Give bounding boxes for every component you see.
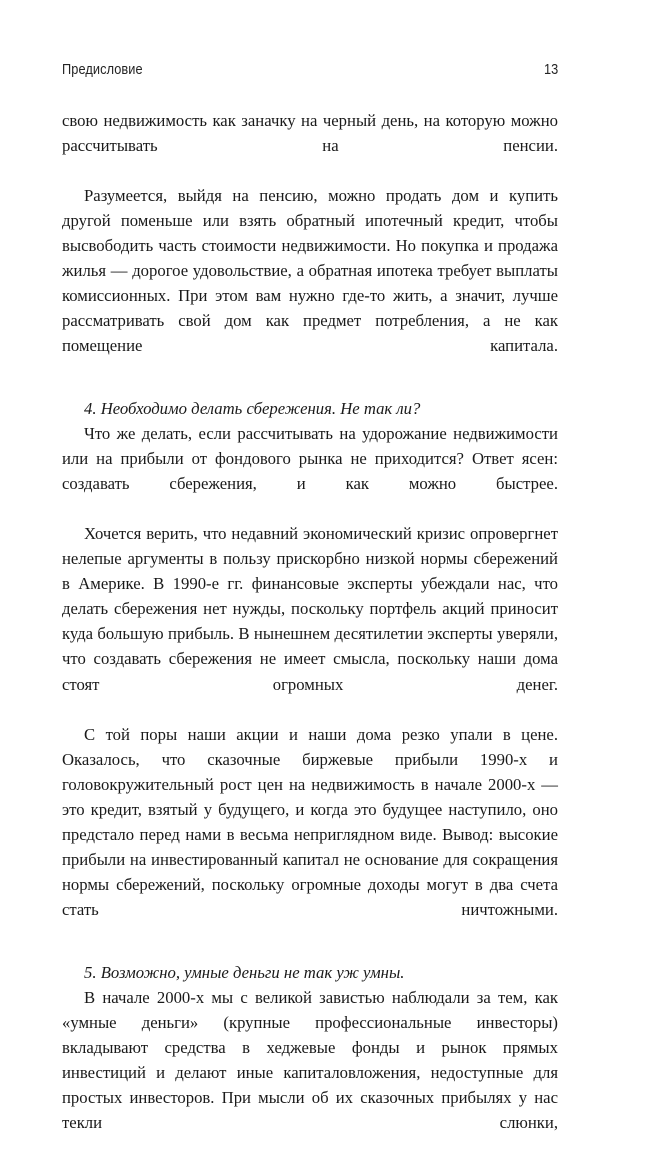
paragraph: Что же делать, если рассчитывать на удорожание недвижимости или на прибыли от фондового рынка не приходится? Ответ ясен: создавать сбережения, и как можно быстрее. — [62, 424, 558, 494]
section-heading-4: 4. Необходимо делать сбережения. Не так ли? — [84, 399, 421, 419]
section-heading-5: 5. Возможно, умные деньги не так уж умны. — [84, 962, 405, 982]
page-number: 13 — [543, 62, 558, 78]
running-head — [62, 62, 558, 82]
running-head-title: Предисловие — [62, 62, 143, 78]
paragraph: В начале 2000-х мы с великой завистью наблюдали за тем, как «умные деньги» (крупные профессиональные инвесторы) вкладывают средства в хеджевые фонды и рынок прямых инвестиций и делают иные капиталовложения, недоступные для простых инвесторов. При мысли об их сказочных прибылях у нас текли слюнки, — [62, 987, 558, 1132]
paragraph: Хочется верить, что недавний экономический кризис опровергнет нелепые аргументы в пользу прискорбно низкой нормы сбережений в Америке. В 1990-е гг. финансовые эксперты убеждали нас, что делать сбережения нет нужды, поскольку портфель акций приносит куда большую прибыль. В нынешнем десятилетии эксперты уверяли, что создавать сбережения не имеет смысла, поскольку наши дома стоят огромных денег. — [62, 524, 558, 694]
text-block — [62, 108, 558, 1160]
paragraph: С той поры наши акции и наши дома резко упали в цене. Оказалось, что сказочные биржевые прибыли 1990-х и головокружительный рост цен на недвижимость в начале 2000-х — это кредит, взятый у будущего, и когда это будущее наступило, оно предстало перед нами в весьма неприглядном виде. Вывод: высокие прибыли на инвестированный капитал не основание для сокращения нормы сбережений, поскольку огромные доходы могут в два счета стать ничтожными. — [62, 724, 558, 919]
paragraph-continuation: свою недвижимость как заначку на черный день, на которую можно рассчитывать на пенсии. — [62, 111, 558, 156]
paragraph: Разумеется, выйдя на пенсию, можно продать дом и купить другой поменьше или взять обратный ипотечный кредит, чтобы высвободить часть стоимости недвижимости. Но покупка и продажа жилья — дорогое удовольствие, а обратная ипотека требует выплаты комиссионных. При этом вам нужно где-то жить, а значит, лучше рассматривать свой дом как предмет потребления, а не как помещение капитала. — [62, 186, 558, 356]
